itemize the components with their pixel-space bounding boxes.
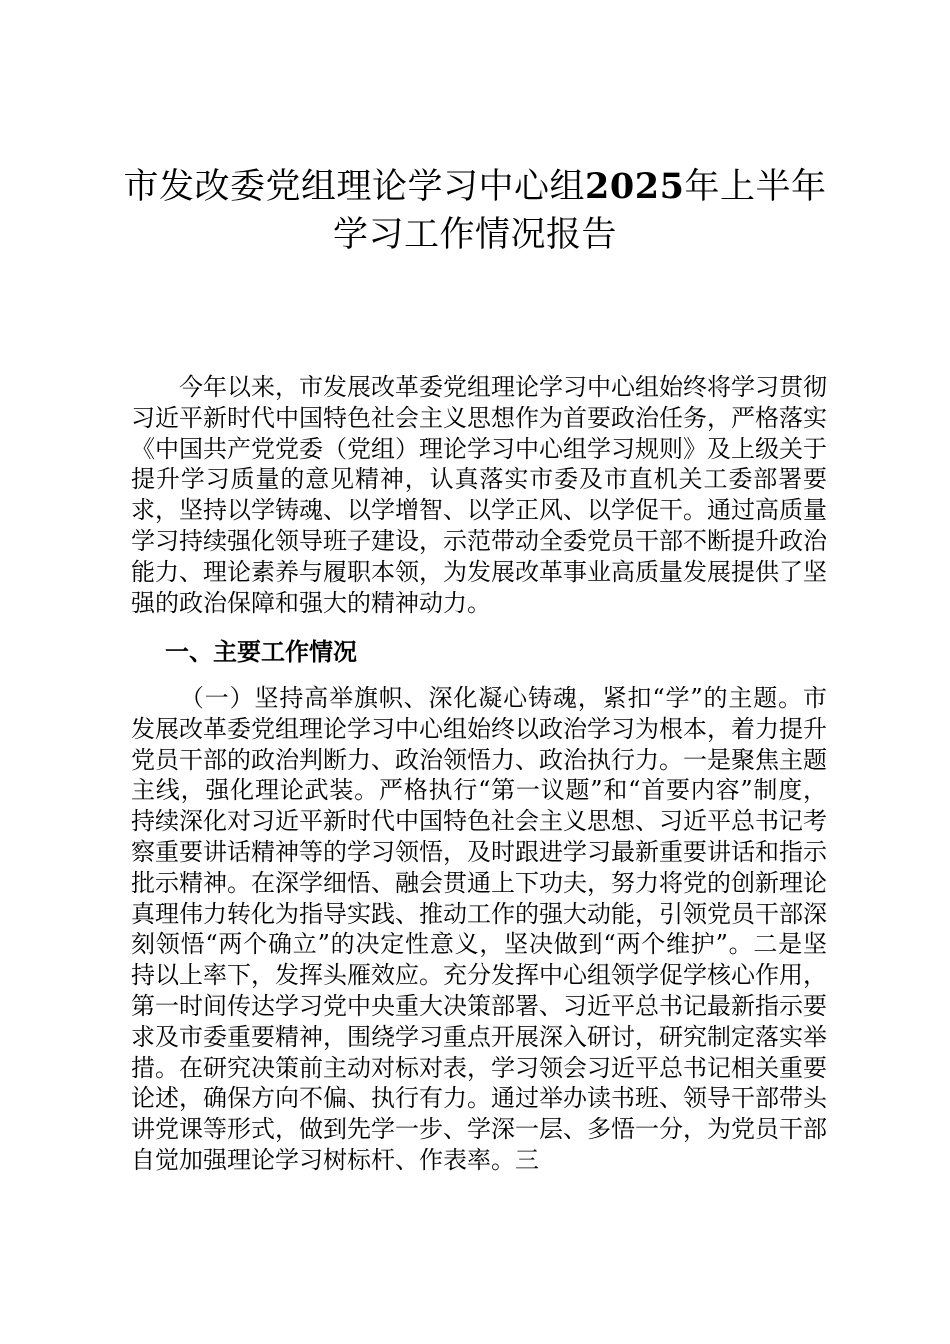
title-year: 2025 (585, 166, 685, 207)
section-paragraph-text: （一）坚持高举旗帜、深化凝心铸魂，紧扣“学”的主题。市发展改革委党组理论学习中心组始终以政治学习为根本，着力提升党员干部的政治判断力、政治领悟力、政治执行力。一是聚焦主题主线，强化理论武装。严格执行“第一议题”和“首要内容”制度，持续深化对习近平新时代中国特色社会主义思想、习近平总书记考察重要讲话精神等的学习领悟，及时跟进学习最新重要讲话和指示批示精神。在深学细悟、融会贯通上下功夫，努力将党的创新理论真理伟力转化为指导实践、推动工作的强大动能，引领党员干部深刻领悟“两个确立”的决定性意义，坚决做到“两个维护”。二是坚持以上率下，发挥头雁效应。充分发挥中心组领学促学核心作用，第一时间传达学习党中央重大决策部署、习近平总书记最新指示要求及市委重要精神，围绕学习重点开展深入研讨，研究制定落实举措。在研究决策前主动对标对表，学习领会习近平总书记相关重要论述，确保方向不偏、执行有力。通过举办读书班、领导干部带头讲党课等形式，做到先学一步、学深一层、多悟一分，为党员干部自觉加强理论学习树标杆、作表率。三 (131, 684, 827, 1174)
intro-paragraph (131, 372, 827, 618)
title-suffix: 年上半年 (684, 167, 827, 207)
title-prefix: 市发改委党组理论学习中心组 (123, 167, 586, 207)
section-heading (131, 636, 357, 668)
intro-paragraph-text: 今年以来，市发展改革委党组理论学习中心组始终将学习贯彻习近平新时代中国特色社会主义思想作为首要政治任务，严格落实《中国共产党党委（党组）理论学习中心组学习规则》及上级关于提升学习质量的意见精神，认真落实市委及市直机关工委部署要求，坚持以学铸魂、以学增智、以学正风、以学促干。通过高质量学习持续强化领导班子建设，示范带动全委党员干部不断提升政治能力、理论素养与履职本领，为发展改革事业高质量发展提供了坚强的政治保障和强大的精神动力。 (131, 373, 827, 617)
document-title-line-1 (90, 163, 860, 211)
section-paragraph (131, 683, 827, 1176)
section-heading-text: 一、主要工作情况 (165, 637, 357, 666)
document-title-line-2: 学习工作情况报告 (332, 215, 617, 255)
